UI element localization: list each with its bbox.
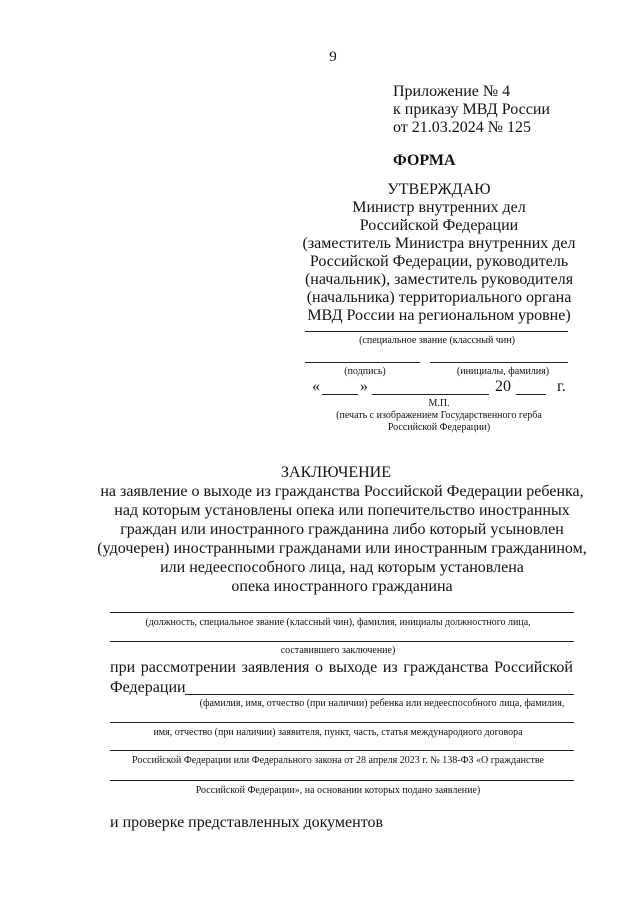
official-line <box>110 612 574 613</box>
official-line-2 <box>110 641 574 642</box>
federation-word: Федерации <box>110 679 186 696</box>
rank-caption: (специальное звание (классный чин) <box>359 335 515 346</box>
child-caption: (фамилия, имя, отчество (при наличии) ребенка или недееспособного лица, фамилия, <box>199 698 565 709</box>
approve-line-6: (начальника) территориального органа <box>306 289 572 306</box>
approve-line-5: (начальник), заместитель руководителя <box>304 271 574 288</box>
subtitle-line-2: над которым установлены опека или попечительство иностранных <box>114 502 570 519</box>
signature-caption: (подпись) <box>344 366 386 377</box>
rank-line <box>305 331 568 332</box>
approve-title: УТВЕРЖДАЮ <box>387 181 491 198</box>
official-caption-2: составившего заключение) <box>280 645 396 656</box>
date-year-prefix: 20 <box>495 378 511 395</box>
annex-line-1: Приложение № 4 <box>393 83 511 100</box>
page-number: 9 <box>329 49 337 65</box>
stamp-label: М.П. <box>428 398 450 409</box>
basis-line <box>110 780 574 781</box>
applicant-caption: имя, отчество (при наличии) заявителя, пункт, часть, статья международного договора <box>153 727 523 738</box>
date-open-quote: « <box>312 378 320 395</box>
annex-line-3: от 21.03.2024 № 125 <box>393 119 532 136</box>
subtitle-line-4: (удочерен) иностранными гражданами или иностранным гражданином, <box>97 540 587 557</box>
subtitle-line-1: на заявление о выходе из гражданства Российской Федерации ребенка, <box>100 483 584 500</box>
approve-line-2: Российской Федерации <box>359 217 519 234</box>
subtitle-line-3: граждан или иностранного гражданина либо который усыновлен <box>120 521 564 538</box>
stamp-caption-2: Российской Федерации) <box>387 422 491 433</box>
subtitle-line-5: или недееспособного лица, над которым установлена <box>160 559 524 576</box>
official-caption-1: (должность, специальное звание (классный чин), фамилия, инициалы должностного лица, <box>145 617 531 628</box>
basis-caption: Российской Федерации», на основании которых подано заявление) <box>195 785 481 796</box>
law-line <box>110 750 574 751</box>
date-close-quote: » <box>360 378 368 395</box>
document-title: ЗАКЛЮЧЕНИЕ <box>281 464 391 481</box>
signature-line <box>305 362 420 363</box>
date-day-line <box>322 394 358 395</box>
annex-line-2: к приказу МВД России <box>393 101 550 118</box>
applicant-line <box>110 722 574 723</box>
initials-caption: (инициалы, фамилия) <box>456 366 550 377</box>
approve-line-7: МВД России на региональном уровне) <box>307 307 571 324</box>
consideration-line: при рассмотрении заявления о выходе из гражданства Российской <box>110 659 573 676</box>
approve-line-1: Министр внутренних дел <box>352 199 526 216</box>
law-caption: Российской Федерации или Федерального закона от 28 апреля 2023 г. № 138-ФЗ «О гражданстве <box>132 755 544 766</box>
date-month-line <box>372 394 489 395</box>
date-year-suffix: г. <box>557 378 566 395</box>
subtitle-line-6: опека иностранного гражданина <box>231 578 453 595</box>
child-line <box>185 694 574 695</box>
approve-line-4: Российской Федерации, руководитель <box>309 253 569 270</box>
approve-line-3: (заместитель Министра внутренних дел <box>302 235 576 252</box>
stamp-caption-1: (печать с изображением Государственного герба <box>336 410 542 421</box>
documents-line: и проверке представленных документов <box>110 814 384 831</box>
initials-line <box>430 362 568 363</box>
date-year-line <box>516 394 546 395</box>
form-label: ФОРМА <box>393 152 456 169</box>
